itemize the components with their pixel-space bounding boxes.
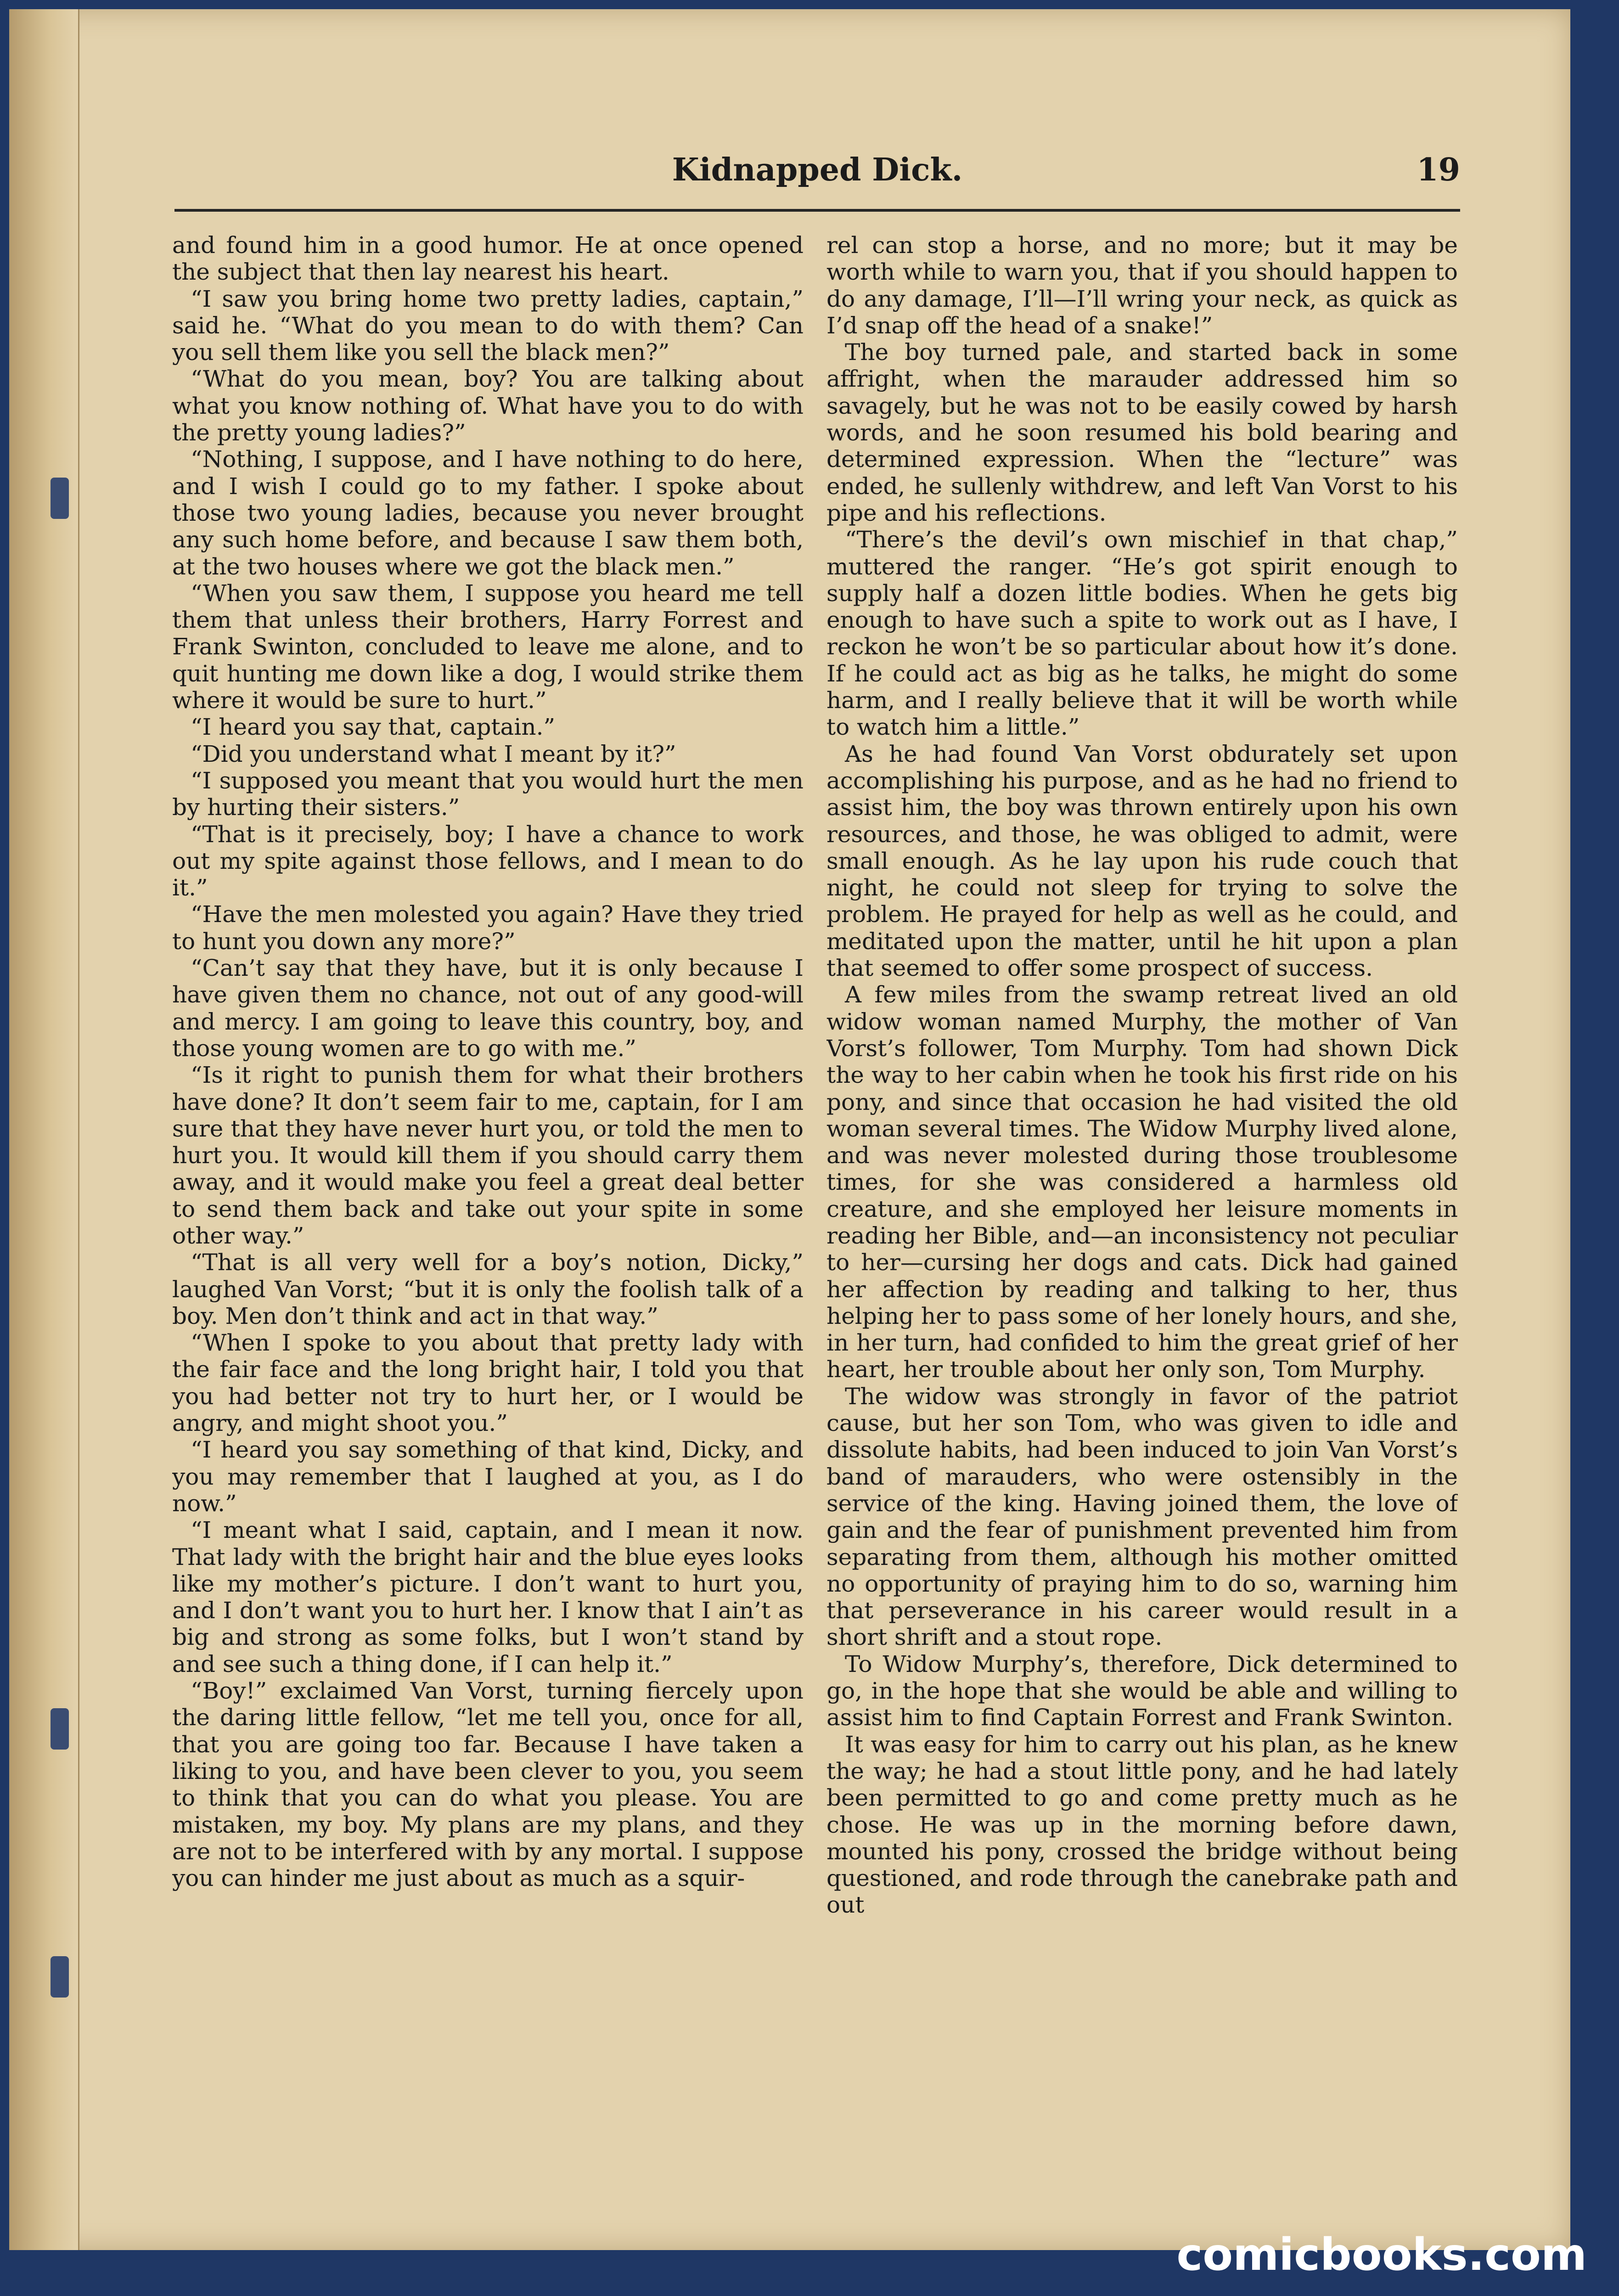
running-header xyxy=(174,147,1460,197)
text-column-left xyxy=(172,232,804,2183)
paragraph: “I heard you say something of that kind, Dicky, and you may remember that I laughed at you, as I do now.” xyxy=(172,1436,804,1517)
paragraph: “I supposed you meant that you would hurt the men by hurting their sisters.” xyxy=(172,767,804,821)
paragraph: “What do you mean, boy? You are talking about what you know nothing of. What have you to do with the pretty young ladies?” xyxy=(172,366,804,446)
staple-icon xyxy=(51,478,69,519)
paragraph: “There’s the devil’s own mischief in that chap,” muttered the ranger. “He’s got spirit enough to supply half a dozen little bodies. When he gets big enough to have such a spite to work out as I have, I reckon he won’t be so particular about how it’s done. If he could act as big as he talks, he might do some harm, and I really believe that it will be worth while to watch him a little.” xyxy=(826,526,1458,741)
paragraph: “Nothing, I suppose, and I have nothing to do here, and I wish I could go to my father. I spoke about those two young ladies, because you never brought any such home before, and because I saw them both, at the two houses where we got the black men.” xyxy=(172,446,804,580)
paragraph: The boy turned pale, and started back in some affright, when the marauder addressed him so savagely, but he was not to be easily cowed by harsh words, and he soon resumed his bold bearing and determined expression. When the “lecture” was ended, he sullenly withdrew, and left Van Vorst to his pipe and his reflections. xyxy=(826,339,1458,526)
running-title: Kidnapped Dick. xyxy=(672,152,963,188)
paragraph: “Can’t say that they have, but it is only because I have given them no chance, not out of any good-will and mercy. I am going to leave this country, boy, and those young women are to go with me.” xyxy=(172,955,804,1062)
text-column-right xyxy=(826,232,1458,2183)
paragraph: As he had found Van Vorst obdurately set upon accomplishing his purpose, and as he had no friend to assist him, the boy was thrown entirely upon his own resources, and those, he was obliged to admit, were small enough. As he lay upon his rude couch that night, he could not sleep for trying to solve the problem. He prayed for help as well as he could, and meditated upon the matter, until he hit upon a plan that seemed to offer some prospect of success. xyxy=(826,740,1458,982)
paragraph: “Did you understand what I meant by it?” xyxy=(191,740,676,767)
header-rule xyxy=(174,209,1460,212)
site-watermark: comicbooks.com xyxy=(1176,2229,1587,2280)
paragraph: “That is it precisely, boy; I have a chance to work out my spite against those fellows, and I mean to do it.” xyxy=(172,821,804,901)
paragraph: rel can stop a horse, and no more; but it may be worth while to warn you, that if you should happen to do any damage, I’ll—I’ll wring your neck, as quick as I’d snap off the head of a snake!” xyxy=(826,232,1458,339)
paragraph: “Is it right to punish them for what their brothers have done? It don’t seem fair to me, captain, for I am sure that they have never hurt you, or told the men to hurt you. It would kill them if you should carry them away, and it would make you feel a great deal better to send them back and take out your spite in some other way.” xyxy=(172,1062,804,1249)
paragraph: “Have the men molested you again? Have they tried to hunt you down any more?” xyxy=(172,901,804,955)
paragraph: “Boy!” exclaimed Van Vorst, turning fiercely upon the daring little fellow, “let me tell you, once for all, that you are going too far. Because I have taken a liking to you, and have been clever to you, you seem to think that you can do what you please. You are mistaken, my boy. My plans are my plans, and they are not to be interfered with by any mortal. I suppose you can hinder me just about as much as a squir- xyxy=(172,1677,804,1892)
paragraph: and found him in a good humor. He at once opened the subject that then lay nearest his heart. xyxy=(172,232,804,286)
paragraph: A few miles from the swamp retreat lived an old widow woman named Murphy, the mother of Van Vorst’s follower, Tom Murphy. Tom had shown Dick the way to her cabin when he took his first ride on his pony, and since that occasion he had visited the old woman several times. The Widow Murphy lived alone, and was never molested during those troublesome times, for she was considered a harmless old creature, and she employed her leisure moments in reading her Bible, and—an inconsistency not peculiar to her—cursing her dogs and cats. Dick had gained her affection by reading and talking to her, thus helping her to pass some of her lonely hours, and she, in her turn, had confided to him the great grief of her heart, her trouble about her only son, Tom Murphy. xyxy=(826,981,1458,1383)
staple-icon xyxy=(51,1956,69,1998)
paragraph: “I meant what I said, captain, and I mean it now. That lady with the bright hair and the blue eyes looks like my mother’s picture. I don’t want to hurt you, and I don’t want you to hurt her. I know that I ain’t as big and strong as some folks, but I won’t stand by and see such a thing done, if I can help it.” xyxy=(172,1517,804,1677)
paragraph: It was easy for him to carry out his plan, as he knew the way; he had a stout little pony, and he had lately been permitted to go and come pretty much as he chose. He was up in the morning before dawn, mounted his pony, crossed the bridge without being questioned, and rode through the canebrake path and out xyxy=(826,1731,1458,1919)
paragraph: “I heard you say that, captain.” xyxy=(191,714,556,741)
page-number: 19 xyxy=(1417,152,1460,188)
paragraph: “I saw you bring home two pretty ladies, captain,” said he. “What do you mean to do with them? Can you sell them like you sell the black men?” xyxy=(172,285,804,366)
page-binding xyxy=(9,9,79,2250)
paragraph: “When I spoke to you about that pretty lady with the fair face and the long bright hair, I told you that you had better not try to hurt her, or I would be angry, and might shoot you.” xyxy=(172,1329,804,1437)
paragraph: The widow was strongly in favor of the patriot cause, but her son Tom, who was given to idle and dissolute habits, had been induced to join Van Vorst’s band of marauders, who were ostensibly in the service of the king. Having joined them, the love of gain and the fear of punishment prevented him from separating from them, although his mother omitted no opportunity of praying him to do so, warning him that perseverance in his career would result in a short shrift and a stout rope. xyxy=(826,1383,1458,1651)
staple-icon xyxy=(51,1708,69,1750)
paragraph: To Widow Murphy’s, therefore, Dick determined to go, in the hope that she would be able and willing to assist him to find Captain Forrest and Frank Swinton. xyxy=(826,1650,1458,1731)
paragraph: “That is all very well for a boy’s notion, Dicky,” laughed Van Vorst; “but it is only the foolish talk of a boy. Men don’t think and act in that way.” xyxy=(172,1249,804,1329)
paragraph: “When you saw them, I suppose you heard me tell them that unless their brothers, Harry Forrest and Frank Swinton, concluded to leave me alone, and to quit hunting me down like a dog, I would strike them where it would be sure to hurt.” xyxy=(172,580,804,714)
